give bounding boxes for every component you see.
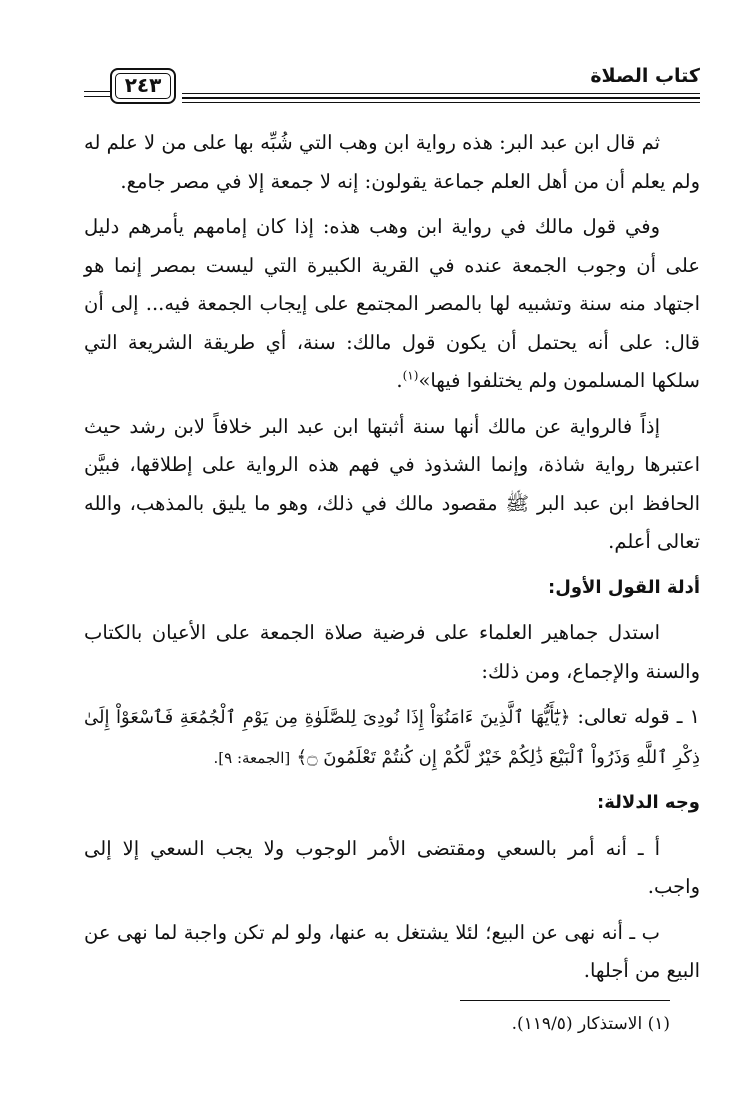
quran-verse: ﴿يَٰٓأَيُّهَا ٱلَّذِينَ ءَامَنُوٓاْ إِذَا نُودِىَ لِلصَّلَوٰةِ مِن يَوْمِ ٱلْجُمُعَةِ فَٱسْعَوْاْ إِلَىٰ ذِكْرِ ٱللَّهِ وَذَرُواْ ٱلْبَيْعَ ذَٰلِكُمْ خَيْرٌ لَّكُمْ إِن كُنتُمْ تَعْلَمُونَ ۝﴾	[84, 707, 700, 768]
header-rule-left	[84, 91, 110, 92]
citation-intro: ١ ـ قوله تعالى:	[577, 705, 700, 728]
paragraph: إذاً فالرواية عن مالك أنها سنة أثبتها ابن عبد البر خلافاً لابن رشد حيث اعتبرها رواية شاذة، وإنما الشذوذ في فهم هذه الرواية على إطلاقها، فبيَّن الحافظ ابن عبد البر ﷺ مقصود مالك في ذلك، وهو ما يليق بالمذهب، والله تعالى أعلم.	[84, 414, 700, 553]
footnote-separator	[460, 1000, 670, 1001]
page-number-frame	[110, 68, 176, 104]
page-body	[84, 124, 700, 998]
section-heading: وجه الدلالة:	[597, 792, 700, 813]
page-number: ٢٤٣	[124, 73, 162, 97]
quran-citation	[84, 698, 700, 777]
section-heading: أدلة القول الأول:	[548, 576, 700, 598]
verse-reference: [الجمعة: ٩].	[213, 748, 291, 767]
footnote-marker: (١)	[402, 368, 419, 383]
header-rule	[182, 93, 700, 94]
paragraph: استدل جماهير العلماء على فرضية صلاة الجمعة على الأعيان بالكتاب والسنة والإجماع، ومن ذلك:	[84, 621, 700, 683]
header-rule	[182, 102, 700, 103]
paragraph: ب ـ أنه نهى عن البيع؛ لئلا يشتغل به عنها، ولو لم تكن واجبة لما نهى عن البيع من أجلها.	[84, 920, 700, 982]
paragraph: أ ـ أنه أمر بالسعي ومقتضى الأمر الوجوب ولا يجب السعي إلا إلى واجب.	[84, 836, 700, 898]
paragraph: ثم قال ابن عبد البر: هذه رواية ابن وهب التي شُبِّه بها على من لا علم له ولم يعلم أن من أهل العلم جماعة يقولون: إنه لا جمعة إلا في مصر جامع.	[84, 131, 700, 193]
footnote: (١) الاستذكار (١١٩/٥).	[511, 1014, 670, 1034]
running-title: كتاب الصلاة	[590, 65, 700, 87]
paragraph: وفي قول مالك في رواية ابن وهب هذه: إذا كان إمامهم يأمرهم دليل على أن وجوب الجمعة عنده في القرية الكبيرة التي ليست بمصر إنما هو اجتهاد منه سنة وتشبيه لها بالمصر المجتمع على إيجاب الجمعة فيه... إلى أن قال: على أنه يحتمل أن يكون قول مالك: سنة، أي طريقة الشريعة التي سلكها المسلمون ولم يختلفوا فيها»$^{(١)}$.	[84, 215, 700, 392]
header-rule	[182, 97, 700, 99]
page-header	[84, 62, 700, 106]
header-rule-left	[84, 96, 110, 97]
